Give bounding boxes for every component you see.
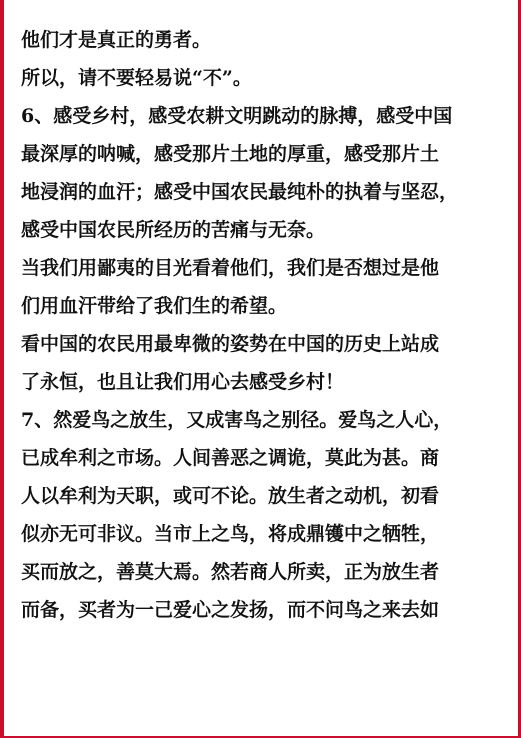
- text-line: 了永恒，也且让我们用心去感受乡村！: [21, 371, 345, 393]
- text-line: 所以，请不要轻易说“不”。: [21, 67, 252, 89]
- text-line: 而备，买者为一己爱心之发扬，而不问鸟之来去如: [21, 599, 440, 621]
- text-line: 人以牟利为天职，或可不论。放生者之动机，初看: [21, 485, 440, 507]
- text-line: 地浸润的血汗；感受中国农民最纯朴的执着与坚忍，: [21, 181, 459, 203]
- text-line: 感受中国农民所经历的苦痛与无奈。: [21, 219, 326, 241]
- text-line: 已成牟利之市场。人间善恶之调诡，莫此为甚。商: [21, 447, 440, 469]
- text-line: 当我们用鄙夷的目光看着他们，我们是否想过是他: [21, 257, 440, 279]
- page-border-left: [0, 0, 4, 738]
- text-line: 看中国的农民用最卑微的姿势在中国的历史上站成: [21, 333, 440, 355]
- text-line: 6、感受乡村，感受农耕文明跳动的脉搏，感受中国: [21, 105, 453, 127]
- text-line: 7、然爱鸟之放生，又成害鸟之别径。爱鸟之人心，: [21, 409, 453, 431]
- document-body: [21, 21, 507, 629]
- text-line: 他们才是真正的勇者。: [21, 29, 212, 51]
- text-line: 们用血汗带给了我们生的希望。: [21, 295, 288, 317]
- text-line: 最深厚的呐喊，感受那片土地的厚重，感受那片土: [21, 143, 440, 165]
- text-line: 似亦无可非议。当市上之鸟，将成鼎镬中之牺牲，: [21, 523, 440, 545]
- text-line: 买而放之，善莫大焉。然若商人所卖，正为放生者: [21, 561, 440, 583]
